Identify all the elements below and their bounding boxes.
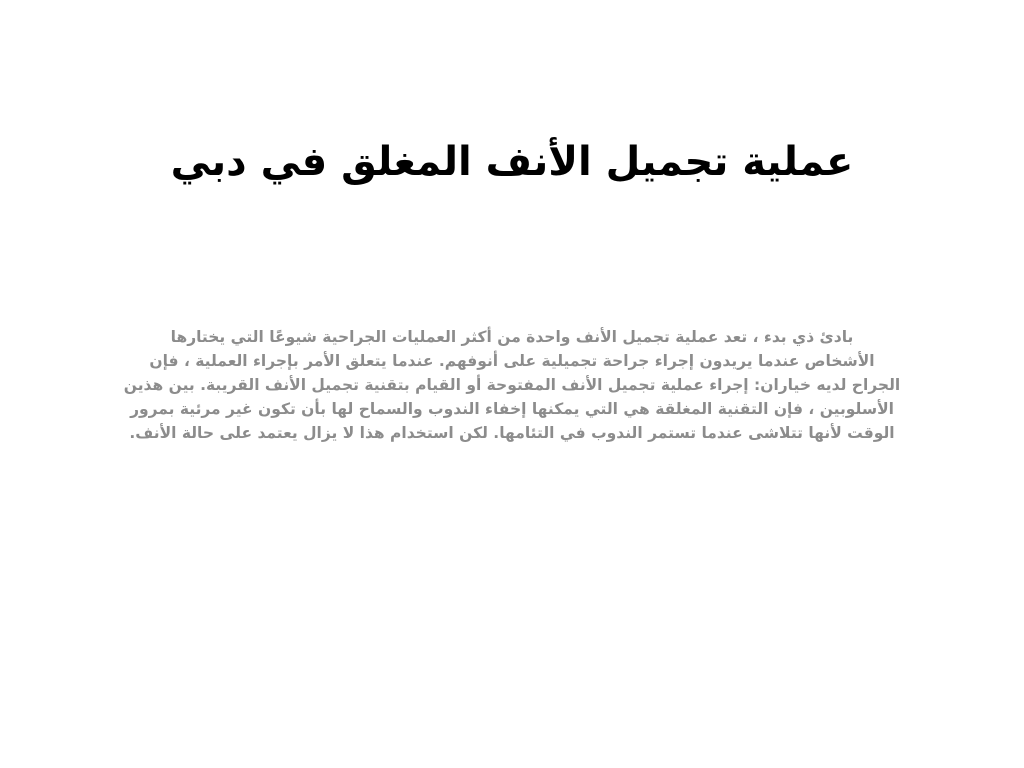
body-line: الوقت لأنها تتلاشى عندما تستمر الندوب في التئامها. لكن استخدام هذا لا يزال يعتمد على حالة الأنف. — [129, 424, 895, 442]
body-line: بادئ ذي بدء ، تعد عملية تجميل الأنف واحدة من أكثر العمليات الجراحية شيوعًا التي يختارها — [170, 328, 854, 346]
body-line: الجراح لديه خياران: إجراء عملية تجميل الأنف المفتوحة أو القيام بتقنية تجميل الأنف القريبة. بين هذين — [123, 376, 901, 394]
body-line: الأشخاص عندما يريدون إجراء جراحة تجميلية على أنوفهم. عندما يتعلق الأمر بإجراء العملية ، فإن — [149, 352, 875, 370]
body-line: الأسلوبين ، فإن التقنية المغلقة هي التي يمكنها إخفاء الندوب والسماح لها بأن تكون غير مرئية بمرور — [130, 400, 894, 418]
slide-body-text — [112, 325, 912, 445]
slide-title: عملية تجميل الأنف المغلق في دبي — [170, 139, 854, 185]
